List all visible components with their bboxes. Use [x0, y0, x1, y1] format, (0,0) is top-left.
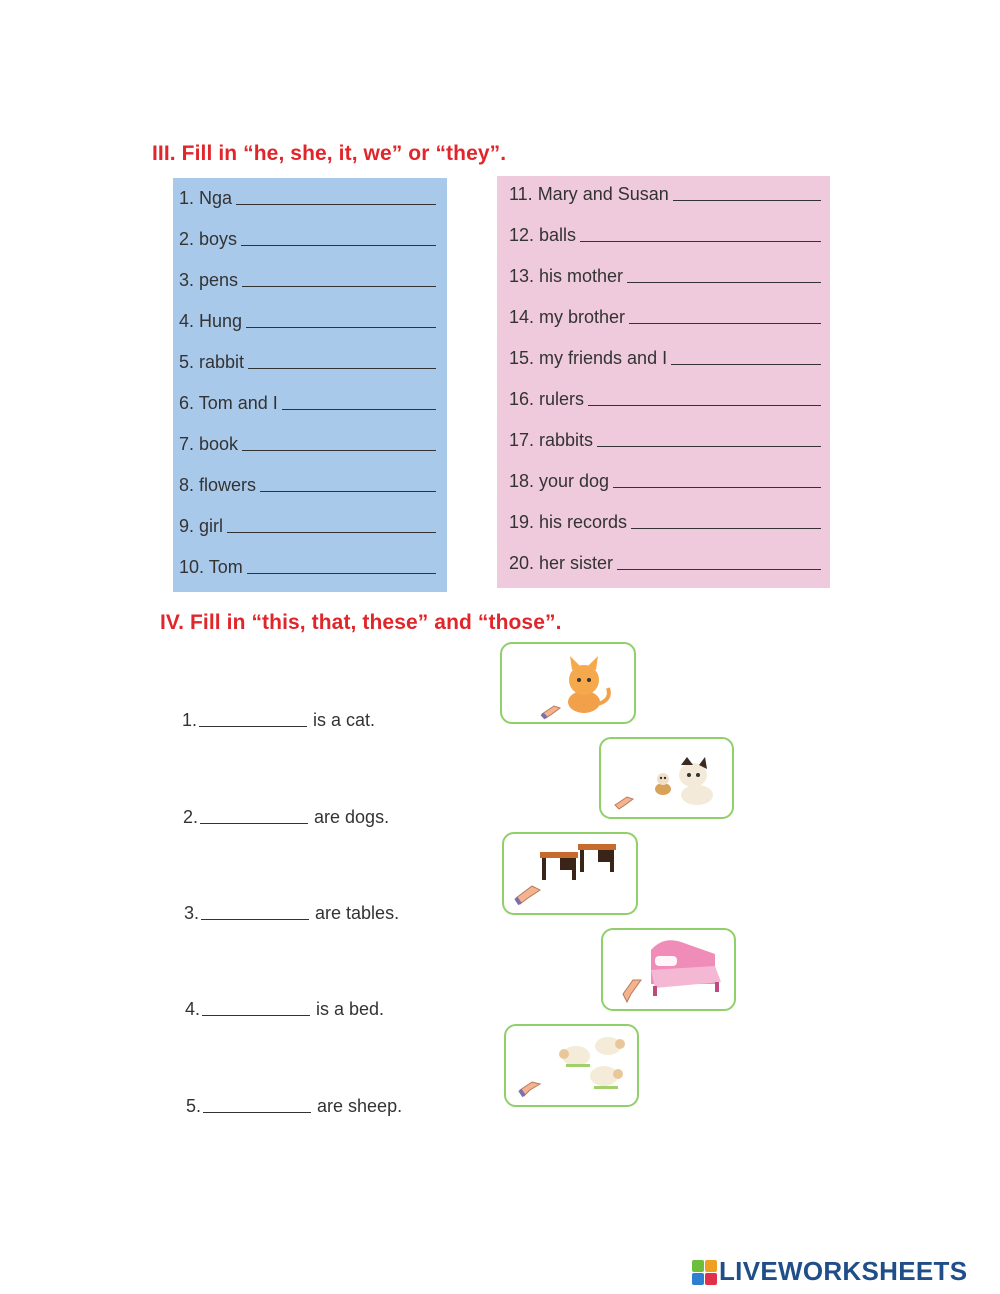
- item-label: 15. my friends and I: [509, 348, 668, 368]
- item-label: 13. his mother: [509, 266, 624, 286]
- answer-blank[interactable]: [246, 327, 436, 328]
- item-number: 2.: [183, 807, 199, 827]
- answer-blank[interactable]: [241, 245, 436, 246]
- exercise-item: [179, 349, 436, 373]
- item-label: 16. rulers: [509, 389, 585, 409]
- cat-near-icon: [500, 642, 636, 724]
- item-label: 19. his records: [509, 512, 628, 532]
- demonstrative-item: [186, 1093, 402, 1117]
- answer-blank[interactable]: [260, 491, 436, 492]
- sheep-near-icon: [504, 1024, 639, 1107]
- item-label: 6. Tom and I: [179, 393, 278, 413]
- exercise-item: [179, 390, 436, 414]
- item-label: 5. rabbit: [179, 352, 245, 372]
- exercise-item: [509, 427, 821, 451]
- item-label: 11. Mary and Susan: [509, 184, 669, 204]
- answer-blank[interactable]: [242, 286, 436, 287]
- liveworksheets-logo: [692, 1256, 967, 1287]
- item-label: 18. your dog: [509, 471, 610, 491]
- exercise-item: [509, 468, 821, 492]
- answer-blank[interactable]: [673, 200, 821, 201]
- logo-text: LIVEWORKSHEETS: [719, 1256, 968, 1286]
- exercise-item: [179, 226, 436, 250]
- exercise-item: [509, 509, 821, 533]
- exercise-item: [509, 386, 821, 410]
- logo-mark-icon: [692, 1260, 716, 1284]
- item-label: 2. boys: [179, 229, 238, 249]
- answer-blank[interactable]: [242, 450, 436, 451]
- exercise-item: [179, 472, 436, 496]
- answer-blank[interactable]: [200, 823, 308, 824]
- item-label: 17. rabbits: [509, 430, 594, 450]
- exercise-item: [179, 308, 436, 332]
- exercise-item: [179, 267, 436, 291]
- item-label: 8. flowers: [179, 475, 257, 495]
- answer-blank[interactable]: [613, 487, 821, 488]
- answer-blank[interactable]: [199, 726, 307, 727]
- exercise-item: [509, 222, 821, 246]
- answer-blank[interactable]: [631, 528, 821, 529]
- answer-blank[interactable]: [203, 1112, 311, 1113]
- demonstrative-item: [185, 996, 384, 1020]
- item-text: are sheep.: [317, 1096, 403, 1116]
- answer-blank[interactable]: [236, 204, 436, 205]
- item-number: 3.: [184, 903, 200, 923]
- answer-blank[interactable]: [580, 241, 821, 242]
- answer-blank[interactable]: [227, 532, 436, 533]
- item-label: 3. pens: [179, 270, 239, 290]
- item-label: 9. girl: [179, 516, 224, 536]
- item-text: are tables.: [315, 903, 400, 923]
- section4-heading: IV. Fill in “this, that, these” and “those”.: [160, 611, 562, 634]
- item-text: is a bed.: [316, 999, 385, 1019]
- demonstrative-item: [183, 804, 389, 828]
- answer-blank[interactable]: [282, 409, 436, 410]
- exercise-item: [509, 345, 821, 369]
- answer-blank[interactable]: [588, 405, 821, 406]
- answer-blank[interactable]: [671, 364, 821, 365]
- exercise-item: [509, 263, 821, 287]
- exercise-item: [509, 181, 821, 205]
- section3-heading: III. Fill in “he, she, it, we” or “they”.: [152, 142, 507, 165]
- answer-blank[interactable]: [247, 573, 436, 574]
- dogs-far-icon: [599, 737, 734, 819]
- exercise-item: [509, 550, 821, 574]
- exercise-item: [179, 431, 436, 455]
- item-number: 5.: [186, 1096, 202, 1116]
- answer-blank[interactable]: [617, 569, 821, 570]
- item-number: 1.: [182, 710, 198, 730]
- bed-far-icon: [601, 928, 736, 1011]
- item-label: 10. Tom: [179, 557, 243, 577]
- demonstrative-item: [182, 707, 375, 731]
- item-label: 7. book: [179, 434, 239, 454]
- exercise-item: [509, 304, 821, 328]
- answer-blank[interactable]: [629, 323, 821, 324]
- exercise-item: [179, 513, 436, 537]
- answer-blank[interactable]: [627, 282, 821, 283]
- answer-blank[interactable]: [202, 1015, 310, 1016]
- answer-blank[interactable]: [248, 368, 436, 369]
- answer-blank[interactable]: [201, 919, 309, 920]
- item-label: 1. Nga: [179, 188, 233, 208]
- demonstrative-item: [184, 900, 399, 924]
- item-text: is a cat.: [313, 710, 376, 730]
- tables-near-icon: [502, 832, 638, 915]
- answer-blank[interactable]: [597, 446, 821, 447]
- item-label: 12. balls: [509, 225, 577, 245]
- item-text: are dogs.: [314, 807, 390, 827]
- exercise-item: [179, 554, 436, 578]
- item-number: 4.: [185, 999, 201, 1019]
- item-label: 4. Hung: [179, 311, 243, 331]
- exercise-item: [179, 185, 436, 209]
- item-label: 14. my brother: [509, 307, 626, 327]
- item-label: 20. her sister: [509, 553, 614, 573]
